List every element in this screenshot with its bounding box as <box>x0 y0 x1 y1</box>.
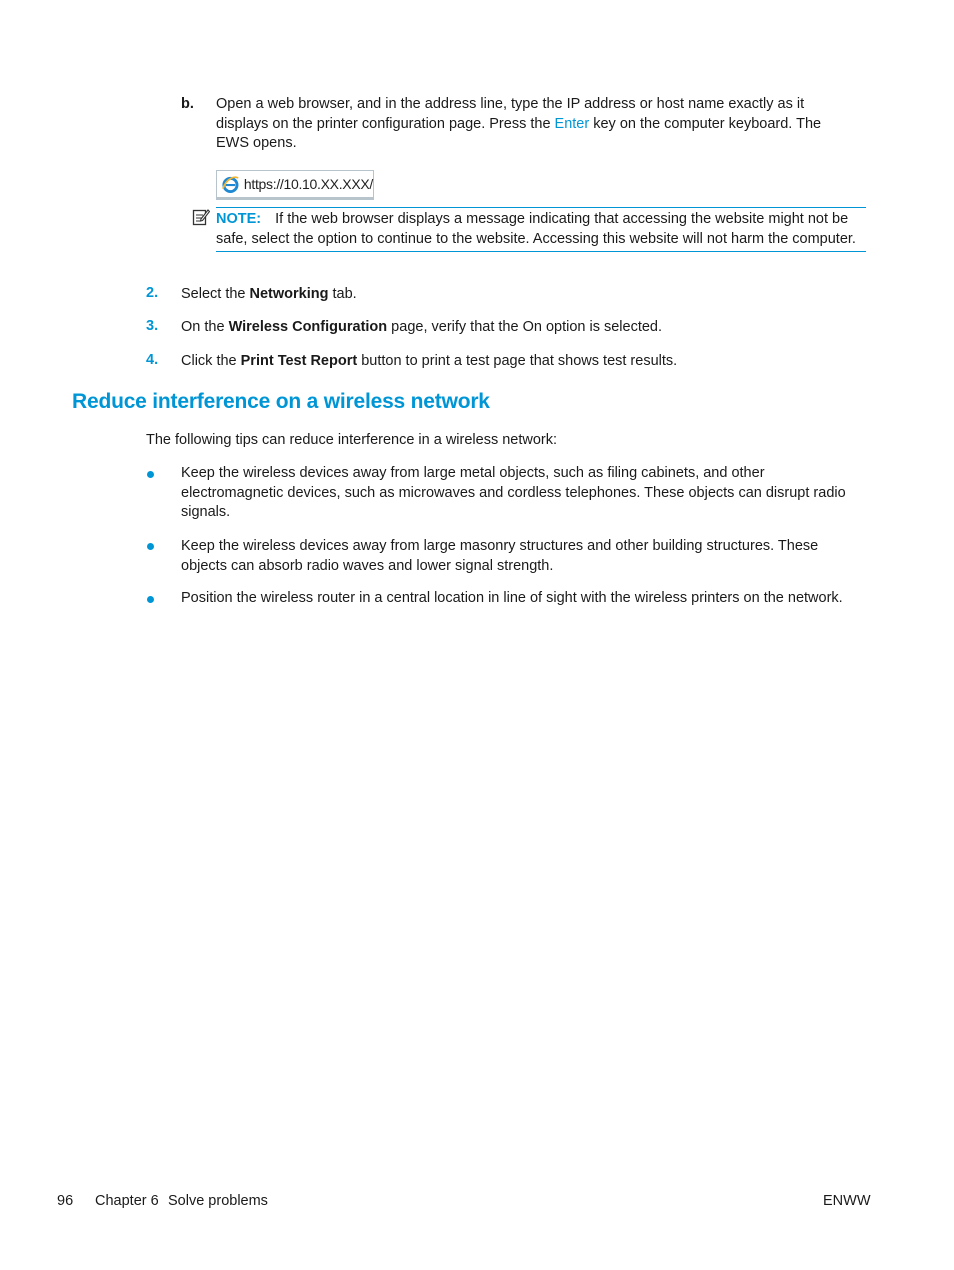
footer-chapter-title: Solve problems <box>168 1193 268 1209</box>
section-heading: Reduce interference on a wireless network <box>72 390 490 413</box>
bullet-item: Keep the wireless devices away from large masonry structures and other building structures. These objects can absorb radio waves and lower signal strength. <box>181 538 819 574</box>
bullet-icon <box>147 543 154 550</box>
bullet-item: Keep the wireless devices away from large metal objects, such as filing cabinets, and other electromagnetic devices, such as microwaves and cordless telephones. These objects can disrupt radio signals. <box>181 465 846 520</box>
footer-right-label: ENWW <box>823 1193 871 1209</box>
step-2-text <box>181 285 861 305</box>
bullet-icon <box>147 596 154 603</box>
address-url: https://10.10.XX.XXX/ <box>243 176 373 192</box>
substep-b-text-before: Open a web browser, and in the address line, type the IP address or host name exactly as it displays on the printer configuration page. Press the <box>216 96 805 132</box>
bullet-item: Position the wireless router in a central location in line of sight with the wireless printers on the network. <box>181 590 843 606</box>
step-marker: 2. <box>146 285 159 301</box>
bullet-icon <box>147 471 154 478</box>
internet-explorer-icon <box>221 174 240 194</box>
step-marker: 4. <box>146 352 159 368</box>
step-text-before: On the <box>181 319 229 335</box>
note-text: If the web browser displays a message indicating that accessing the website might not be safe, select the option to continue to the website. Accessing this website will not harm the computer. <box>216 211 856 247</box>
step-ui-term: Print Test Report <box>240 353 358 369</box>
step-3-text <box>181 318 861 338</box>
step-text-after: button to print a test page that shows test results. <box>357 353 678 369</box>
substep-marker: b. <box>181 96 194 112</box>
step-4-text <box>181 352 861 372</box>
step-ui-term: Wireless Configuration <box>228 319 388 335</box>
footer-chapter: Chapter 6 <box>95 1193 159 1209</box>
step-marker: 3. <box>146 318 159 334</box>
note-box <box>216 207 866 252</box>
address-bar-illustration <box>216 170 374 200</box>
note-icon <box>192 208 210 226</box>
step-ui-term: Networking <box>249 286 329 302</box>
step-text-before: Select the <box>181 286 250 302</box>
substep-b-text-after: key on the computer keyboard. The EWS opens. <box>216 115 822 151</box>
enter-key: Enter <box>554 115 590 132</box>
note-label: NOTE: <box>216 211 262 227</box>
step-text-after: tab. <box>328 286 357 302</box>
section-intro: The following tips can reduce interference in a wireless network: <box>146 432 558 448</box>
step-text-before: Click the <box>181 353 241 369</box>
step-text-after: page, verify that the On option is selected. <box>387 319 663 335</box>
footer-page-number: 96 <box>57 1193 74 1209</box>
substep-b-text <box>216 95 856 154</box>
